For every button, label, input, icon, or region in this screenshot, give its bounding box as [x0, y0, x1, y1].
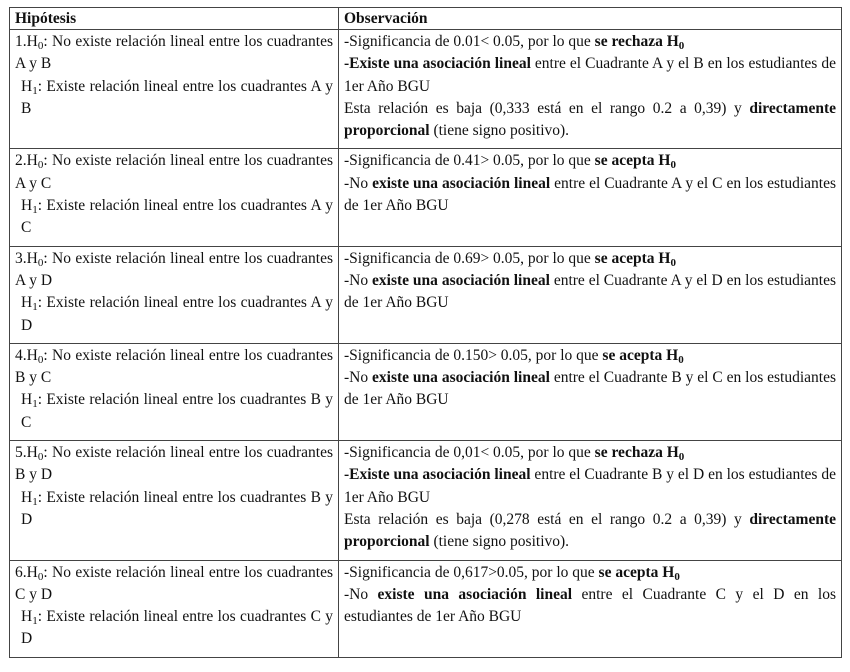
hypothesis-cell — [10, 560, 339, 657]
significance-subscript: 0 — [670, 256, 676, 269]
hypothesis-table — [9, 7, 842, 658]
h1-text: : Existe relación lineal entre los cuadrantes C y D — [21, 608, 333, 648]
h1-line — [15, 606, 333, 651]
significance-decision: se rechaza H — [594, 33, 679, 50]
association-bold: -Existe una asociación lineal — [344, 466, 531, 484]
table-row — [10, 343, 842, 440]
significance-text: -Significancia de 0,01< 0.05, por lo que — [344, 444, 595, 462]
h0-line — [15, 442, 333, 487]
significance-text: -Significancia de 0.69> 0.05, por lo que — [344, 249, 595, 267]
h1-line — [15, 76, 333, 121]
association-line — [344, 173, 836, 218]
h0-line — [15, 31, 333, 76]
h0-text: : No existe relación lineal entre los cuadrantes B y D — [15, 444, 333, 484]
h0-text: : No existe relación lineal entre los cuadrantes A y C — [15, 152, 333, 192]
hypothesis-cell — [10, 343, 339, 440]
h0-label: 5.H — [15, 444, 38, 462]
significance-subscript: 0 — [674, 570, 680, 583]
h0-label: 4.H — [15, 346, 38, 364]
significance-line — [344, 562, 836, 584]
h1-line — [15, 389, 333, 434]
relation-bold: directamente proporcional — [344, 510, 836, 551]
h1-label: H — [21, 488, 33, 506]
relation-line — [344, 98, 836, 143]
association-text: entre el Cuadrante A y el C en los estudiantes de 1er Año BGU — [344, 174, 836, 215]
header-row — [10, 8, 842, 30]
h0-subscript: 0 — [37, 159, 44, 172]
significance-text: -Significancia de 0.01< 0.05, por lo que — [344, 33, 595, 50]
association-text: entre el Cuadrante A y el B en los estudiantes de 1er Año BGU — [344, 55, 836, 95]
association-line — [344, 270, 836, 315]
table-row — [10, 149, 842, 246]
h0-line — [15, 562, 333, 607]
h1-subscript: 1 — [32, 301, 38, 314]
header-observacion: Observación — [339, 8, 842, 30]
h1-line — [15, 292, 333, 337]
association-line — [344, 367, 836, 412]
h0-subscript: 0 — [37, 256, 44, 269]
h0-subscript: 0 — [37, 40, 44, 52]
association-line — [344, 464, 836, 509]
h0-line — [15, 150, 333, 195]
observation-cell — [339, 343, 842, 440]
hypothesis-cell — [10, 441, 339, 560]
significance-text: -Significancia de 0,617>0.05, por lo que — [344, 563, 599, 581]
observation-cell — [339, 441, 842, 560]
significance-line — [344, 150, 836, 172]
table-row — [10, 560, 842, 657]
association-text: entre el Cuadrante C y el D en los estudiantes de 1er Año BGU — [344, 585, 836, 626]
hypothesis-cell — [10, 246, 339, 343]
h1-subscript: 1 — [32, 204, 38, 217]
h0-label: 1.H — [15, 33, 38, 50]
h0-label: 6.H — [15, 563, 38, 581]
hypothesis-cell — [10, 30, 339, 149]
h1-label: H — [21, 608, 33, 626]
significance-line — [344, 345, 836, 367]
relation-line — [344, 509, 836, 554]
h0-text: : No existe relación lineal entre los cuadrantes B y C — [15, 346, 333, 387]
significance-decision: se acepta H — [598, 563, 675, 581]
significance-line — [344, 31, 836, 53]
relation-bold: directamente proporcional — [344, 99, 836, 140]
h1-line — [15, 487, 333, 532]
relation-suffix: (tiene signo positivo). — [429, 122, 570, 140]
association-prefix: -No — [344, 585, 378, 603]
significance-subscript: 0 — [670, 159, 676, 172]
significance-decision: se acepta H — [602, 346, 679, 364]
h0-label: 2.H — [15, 152, 38, 170]
h1-text: : Existe relación lineal entre los cuadrantes B y D — [21, 488, 333, 528]
table-row — [10, 30, 842, 149]
observation-cell — [339, 246, 842, 343]
association-bold: existe una asociación lineal — [372, 174, 551, 192]
h1-text: : Existe relación lineal entre los cuadrantes A y D — [21, 294, 333, 334]
association-bold: existe una asociación lineal — [372, 271, 550, 289]
h1-label: H — [21, 294, 33, 312]
association-text: entre el Cuadrante A y el D en los estudiantes de 1er Año BGU — [344, 271, 837, 312]
significance-subscript: 0 — [678, 40, 685, 52]
significance-line — [344, 442, 836, 464]
h1-label: H — [21, 391, 33, 409]
association-prefix: -No — [344, 369, 373, 387]
association-line — [344, 584, 836, 629]
h1-line — [15, 195, 333, 240]
h1-text: : Existe relación lineal entre los cuadrantes A y C — [21, 197, 333, 237]
h0-subscript: 0 — [37, 353, 44, 366]
h1-subscript: 1 — [32, 615, 38, 628]
relation-suffix: (tiene signo positivo). — [429, 533, 570, 551]
h1-subscript: 1 — [32, 84, 38, 97]
h0-text: : No existe relación lineal entre los cuadrantes C y D — [15, 563, 333, 603]
h0-subscript: 0 — [37, 570, 44, 583]
significance-text: -Significancia de 0.41> 0.05, por lo que — [344, 152, 595, 170]
h0-label: 3.H — [15, 249, 38, 267]
association-text: entre el Cuadrante B y el D en los estudiantes de 1er Año BGU — [344, 466, 836, 506]
association-text: entre el Cuadrante B y el C en los estudiantes de 1er Año BGU — [344, 369, 837, 409]
h0-text: : No existe relación lineal entre los cuadrantes A y B — [15, 33, 333, 73]
relation-text: Esta relación es baja (0,278 está en el rango 0.2 a 0,39) y — [344, 510, 750, 528]
significance-decision: se acepta H — [594, 152, 671, 170]
significance-line — [344, 248, 836, 270]
observation-cell — [339, 149, 842, 246]
significance-subscript: 0 — [678, 353, 684, 366]
hypothesis-cell — [10, 149, 339, 246]
h1-label: H — [21, 77, 33, 95]
association-bold: -Existe una asociación lineal — [344, 55, 531, 73]
h0-line — [15, 248, 333, 293]
table-row — [10, 441, 842, 560]
observation-cell — [339, 560, 842, 657]
significance-decision: se rechaza H — [594, 444, 679, 462]
h1-subscript: 1 — [32, 398, 38, 411]
h1-text: : Existe relación lineal entre los cuadrantes B y C — [21, 391, 333, 431]
h0-line — [15, 345, 333, 390]
association-prefix: -No — [344, 174, 373, 192]
table-row — [10, 246, 842, 343]
significance-subscript: 0 — [678, 451, 685, 464]
association-line — [344, 53, 836, 98]
relation-text: Esta relación es baja (0,333 está en el rango 0.2 a 0,39) y — [344, 99, 750, 117]
significance-text: -Significancia de 0.150> 0.05, por lo que — [344, 346, 603, 364]
h1-label: H — [21, 197, 33, 215]
observation-cell — [339, 30, 842, 149]
h0-subscript: 0 — [37, 451, 44, 464]
association-bold: existe una asociación lineal — [377, 585, 573, 603]
significance-decision: se acepta H — [594, 249, 671, 267]
h0-text: : No existe relación lineal entre los cuadrantes A y D — [15, 249, 333, 289]
h1-text: : Existe relación lineal entre los cuadrantes A y B — [21, 77, 333, 117]
header-hipotesis: Hipótesis — [10, 8, 339, 30]
h1-subscript: 1 — [32, 495, 38, 508]
association-bold: existe una asociación lineal — [372, 369, 550, 387]
association-prefix: -No — [344, 271, 373, 289]
